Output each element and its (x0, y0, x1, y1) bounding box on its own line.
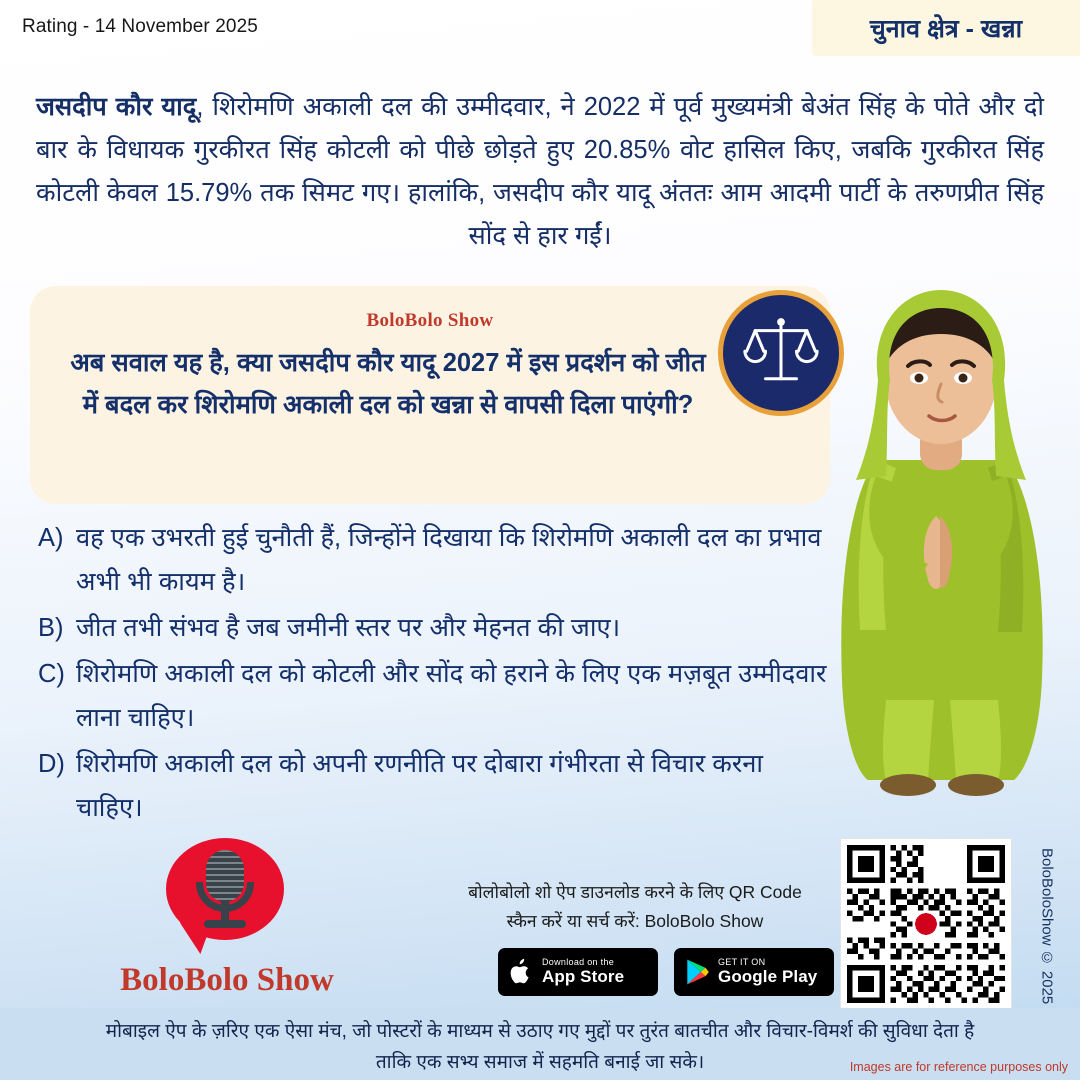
intro-paragraph (36, 86, 1044, 258)
option-c[interactable] (38, 652, 828, 740)
apple-icon (508, 957, 534, 987)
header (0, 0, 1080, 56)
candidate-illustration (816, 280, 1066, 800)
google-play-button[interactable] (674, 948, 834, 996)
option-c-text: शिरोमणि अकाली दल को कोटली और सोंद को हराने के लिए एक मज़बूत उम्मीदवार लाना चाहिए। (76, 660, 827, 732)
option-c-key: C) (38, 660, 65, 688)
option-b[interactable] (38, 606, 828, 650)
store-buttons (498, 948, 834, 996)
disclaimer-text: Images are for reference purposes only (849, 1060, 1068, 1074)
option-b-text: जीत तभी संभव है जब जमीनी स्तर पर और मेहनत की जाए। (76, 614, 621, 642)
google-play-icon (684, 958, 710, 986)
options-list (38, 516, 828, 832)
qr-caption-line1: बोलोबोलो शो ऐप डाउनलोड करने के लिए QR Code (468, 882, 802, 902)
qr-side-copyright: BoloBoloShow © 2025 (1038, 847, 1056, 1005)
footer-line-1: मोबाइल ऐप के ज़रिए एक ऐसा मंच, जो पोस्टरों के माध्यम से उठाए गए मुद्दों पर तुरंत बातचीत और विचार-विमर्श की सुविधा देता है (105, 1021, 975, 1042)
google-play-small-label: GET IT ON (718, 957, 766, 968)
app-store-button[interactable] (498, 948, 658, 996)
brand-logo (112, 838, 342, 999)
option-d-text: शिरोमणि अकाली दल को अपनी रणनीति पर दोबारा गंभीरता से विचार करना चाहिए। (76, 750, 764, 822)
option-d-key: D) (38, 750, 65, 778)
candidate-name: जसदीप कौर यादू (36, 93, 197, 121)
scales-of-justice-icon (718, 290, 844, 416)
app-store-small-label: Download on the (542, 957, 615, 968)
footer-line-2: ताकि एक सभ्य समाज में सहमति बनाई जा सके। (375, 1052, 705, 1073)
microphone-speech-bubble-icon (166, 838, 288, 956)
option-a-key: A) (38, 524, 64, 552)
qr-caption-line2: स्कैन करें या सर्च करें: BoloBolo Show (506, 911, 764, 931)
option-a[interactable] (38, 516, 828, 604)
card-brand-label: BoloBolo Show (366, 310, 494, 331)
option-d[interactable] (38, 742, 828, 830)
footer-band (0, 1008, 1080, 1080)
brand-logo-text: BoloBolo Show (120, 962, 334, 998)
option-b-key: B) (38, 614, 64, 642)
rating-label: Rating - 14 November 2025 (22, 16, 258, 37)
constituency-badge (812, 0, 1080, 56)
app-store-label: App Store (542, 966, 625, 986)
question-card (30, 286, 830, 504)
intro-body: , शिरोमणि अकाली दल की उम्मीदवार, ने 2022 में पूर्व मुख्यमंत्री बेअंत सिंह के पोते और दो बार के विधायक गुरकीरत सिंह कोटली को पीछे छोड़ते हुए 20.85% वोट हासिल किए, जबकि गुरकीरत सिंह कोटली केवल 15.79% तक सिमट गए। हालांकि, जसदीप कौर यादू अंततः आम आदमी पार्टी के तरुणप्रीत सिंह सोंद से हार गईं। (36, 93, 1045, 250)
qr-code[interactable] (840, 838, 1012, 1010)
question-text: अब सवाल यह है, क्या जसदीप कौर यादू 2027 में इस प्रदर्शन को जीत में बदल कर शिरोमणि अकाली दल को खन्ना से वापसी दिला पाएंगी? (70, 349, 706, 419)
option-a-text: वह एक उभरती हुई चुनौती हैं, जिन्होंने दिखाया कि शिरोमणि अकाली दल का प्रभाव अभी भी कायम है। (76, 524, 822, 596)
google-play-label: Google Play (718, 966, 818, 986)
qr-caption (436, 878, 834, 936)
constituency-label: चुनाव क्षेत्र - खन्ना (869, 15, 1023, 43)
